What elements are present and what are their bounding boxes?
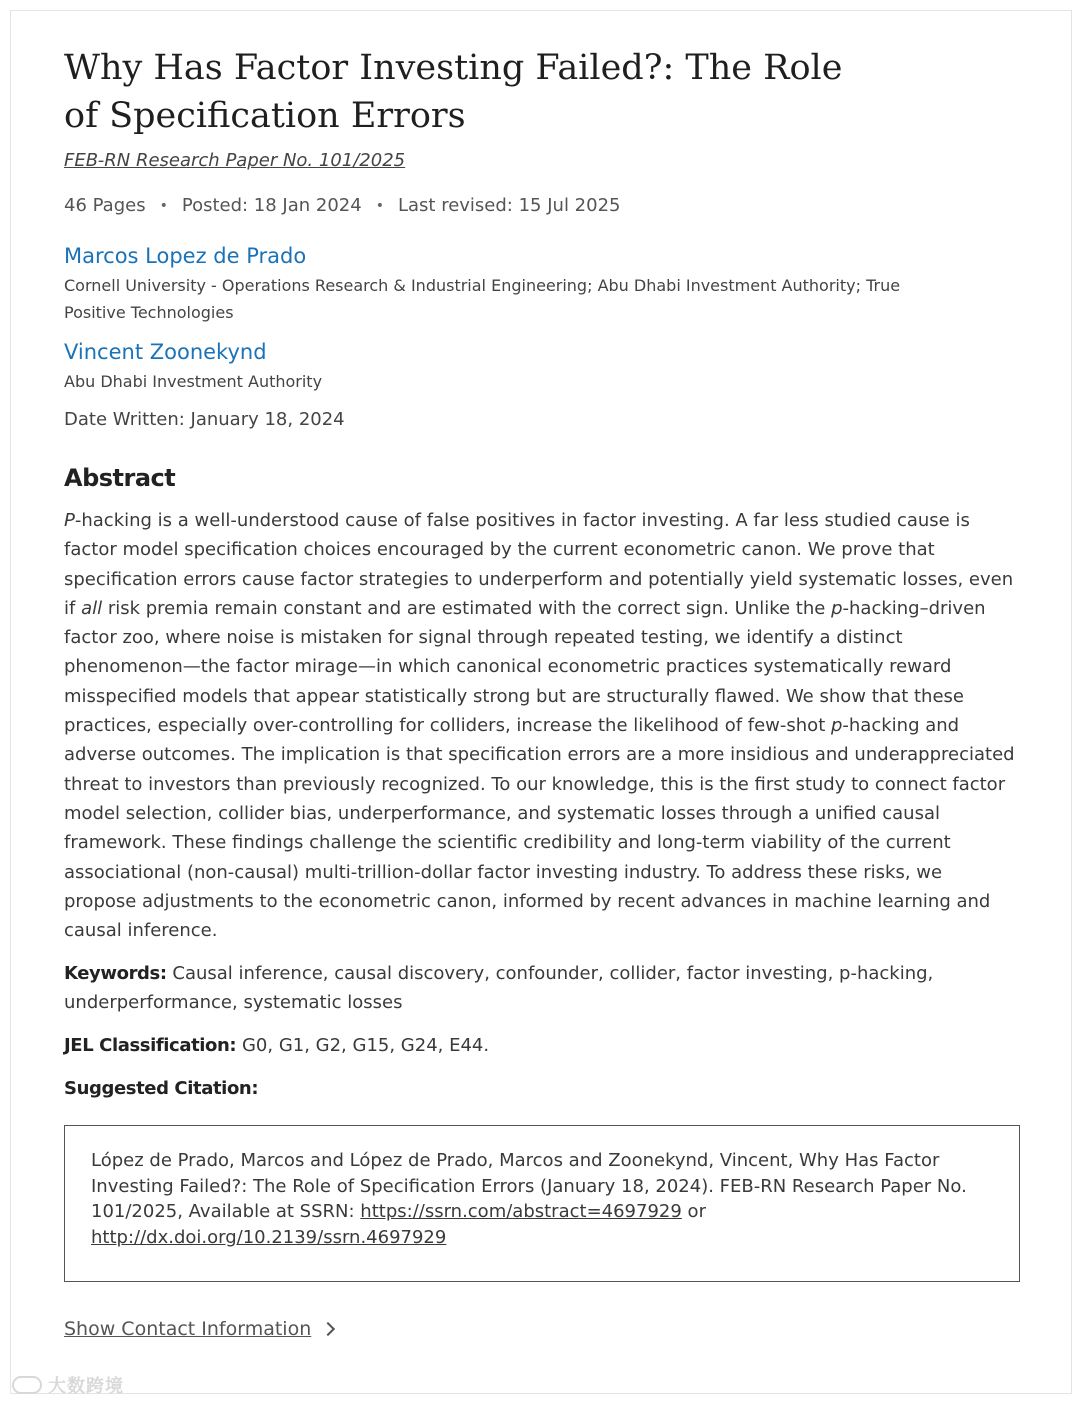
- show-contact-label: Show Contact Information: [64, 1318, 312, 1341]
- chevron-right-icon: [321, 1322, 335, 1336]
- keywords-label: Keywords:: [64, 963, 167, 985]
- abstract-emphasis: all: [81, 597, 103, 619]
- author-link[interactable]: Vincent Zoonekynd: [64, 340, 267, 364]
- date-written: Date Written: January 18, 2024: [64, 409, 345, 430]
- doi-link[interactable]: http://dx.doi.org/10.2139/ssrn.4697929: [91, 1226, 447, 1248]
- watermark-logo-icon: [12, 1376, 42, 1394]
- author-link[interactable]: Marcos Lopez de Prado: [64, 244, 307, 268]
- abstract-emphasis: P: [64, 510, 75, 531]
- abstract-segment: -hacking is a well-understood cause of false positives in factor investing. A far less studied cause is factor model specification choices encouraged by the current econometric canon. We prove that specification errors cause factor strategies to underperform and potentially yield systematic losses, even if: [64, 510, 1014, 619]
- paper-meta: [64, 195, 1020, 216]
- abstract-emphasis: p: [830, 715, 843, 737]
- posted-date: Posted: 18 Jan 2024: [181, 195, 362, 216]
- citation-or: or: [681, 1201, 706, 1223]
- paper-title: Why Has Factor Investing Failed?: The Role of Specification Errors: [64, 48, 843, 136]
- author-block: [64, 340, 1020, 395]
- meta-separator: •: [375, 197, 384, 214]
- abstract-text: [64, 506, 1020, 945]
- citation-box: [64, 1125, 1020, 1282]
- citation-text: López de Prado, Marcos and López de Prado, Marcos and Zoonekynd, Vincent, Why Has Factor Investing Failed?: The Role of Specification Errors (January 18, 2024). FEB-RN Research Paper No. 101/2025, Available at SSRN:: [91, 1150, 967, 1223]
- meta-separator: •: [159, 197, 168, 214]
- page-count: 46 Pages: [64, 195, 146, 216]
- jel-line: [64, 1031, 1020, 1060]
- series-link[interactable]: FEB-RN Research Paper No. 101/2025: [64, 150, 406, 171]
- watermark-text: 大数跨境: [48, 1376, 124, 1397]
- keywords-value: Causal inference, causal discovery, confounder, collider, factor investing, p-hacking, underperformance, systematic losses: [64, 963, 934, 1014]
- abstract-emphasis: p: [831, 597, 843, 619]
- abstract-segment: risk premia remain constant and are estimated with the correct sign. Unlike the: [102, 597, 832, 619]
- abstract-heading: Abstract: [64, 464, 176, 492]
- author-block: [64, 244, 1020, 326]
- jel-value: G0, G1, G2, G15, G24, E44.: [241, 1035, 490, 1057]
- paper-content: [64, 44, 1020, 1340]
- revised-date: Last revised: 15 Jul 2025: [397, 195, 621, 216]
- keywords-line: [64, 959, 1020, 1017]
- show-contact-link[interactable]: [64, 1318, 333, 1340]
- watermark: [12, 1372, 124, 1398]
- jel-label: JEL Classification:: [64, 1035, 237, 1057]
- abstract-segment: -hacking–driven factor zoo, where noise is mistaken for signal through repeated testing, we identify a distinct phenomenon—the factor mirage—in which canonical econometric practices systematically reward misspecified models that appear statistically strong but are structurally flawed. We show that these practices, especially over-controlling for colliders, increase the likelihood of few-shot: [64, 597, 986, 737]
- abstract-segment: -hacking and adverse outcomes. The implication is that specification errors are a more insidious and underappreciated threat to investors than previously recognized. To our knowledge, this is the first study to connect factor model selection, collider bias, underperformance, and systematic losses through a unified causal framework. These findings challenge the scientific credibility and long-term viability of the current associational (non-causal) multi-trillion-dollar factor investing industry. To address these risks, we propose adjustments to the econometric canon, informed by recent advances in machine learning and causal inference.: [64, 715, 1015, 942]
- ssrn-link[interactable]: https://ssrn.com/abstract=4697929: [360, 1201, 682, 1223]
- author-affiliation: Cornell University - Operations Research & Industrial Engineering; Abu Dhabi Investment Authority; True Positive Technologies: [64, 276, 901, 322]
- author-affiliation: Abu Dhabi Investment Authority: [64, 372, 323, 391]
- suggested-citation-label: Suggested Citation:: [64, 1078, 259, 1100]
